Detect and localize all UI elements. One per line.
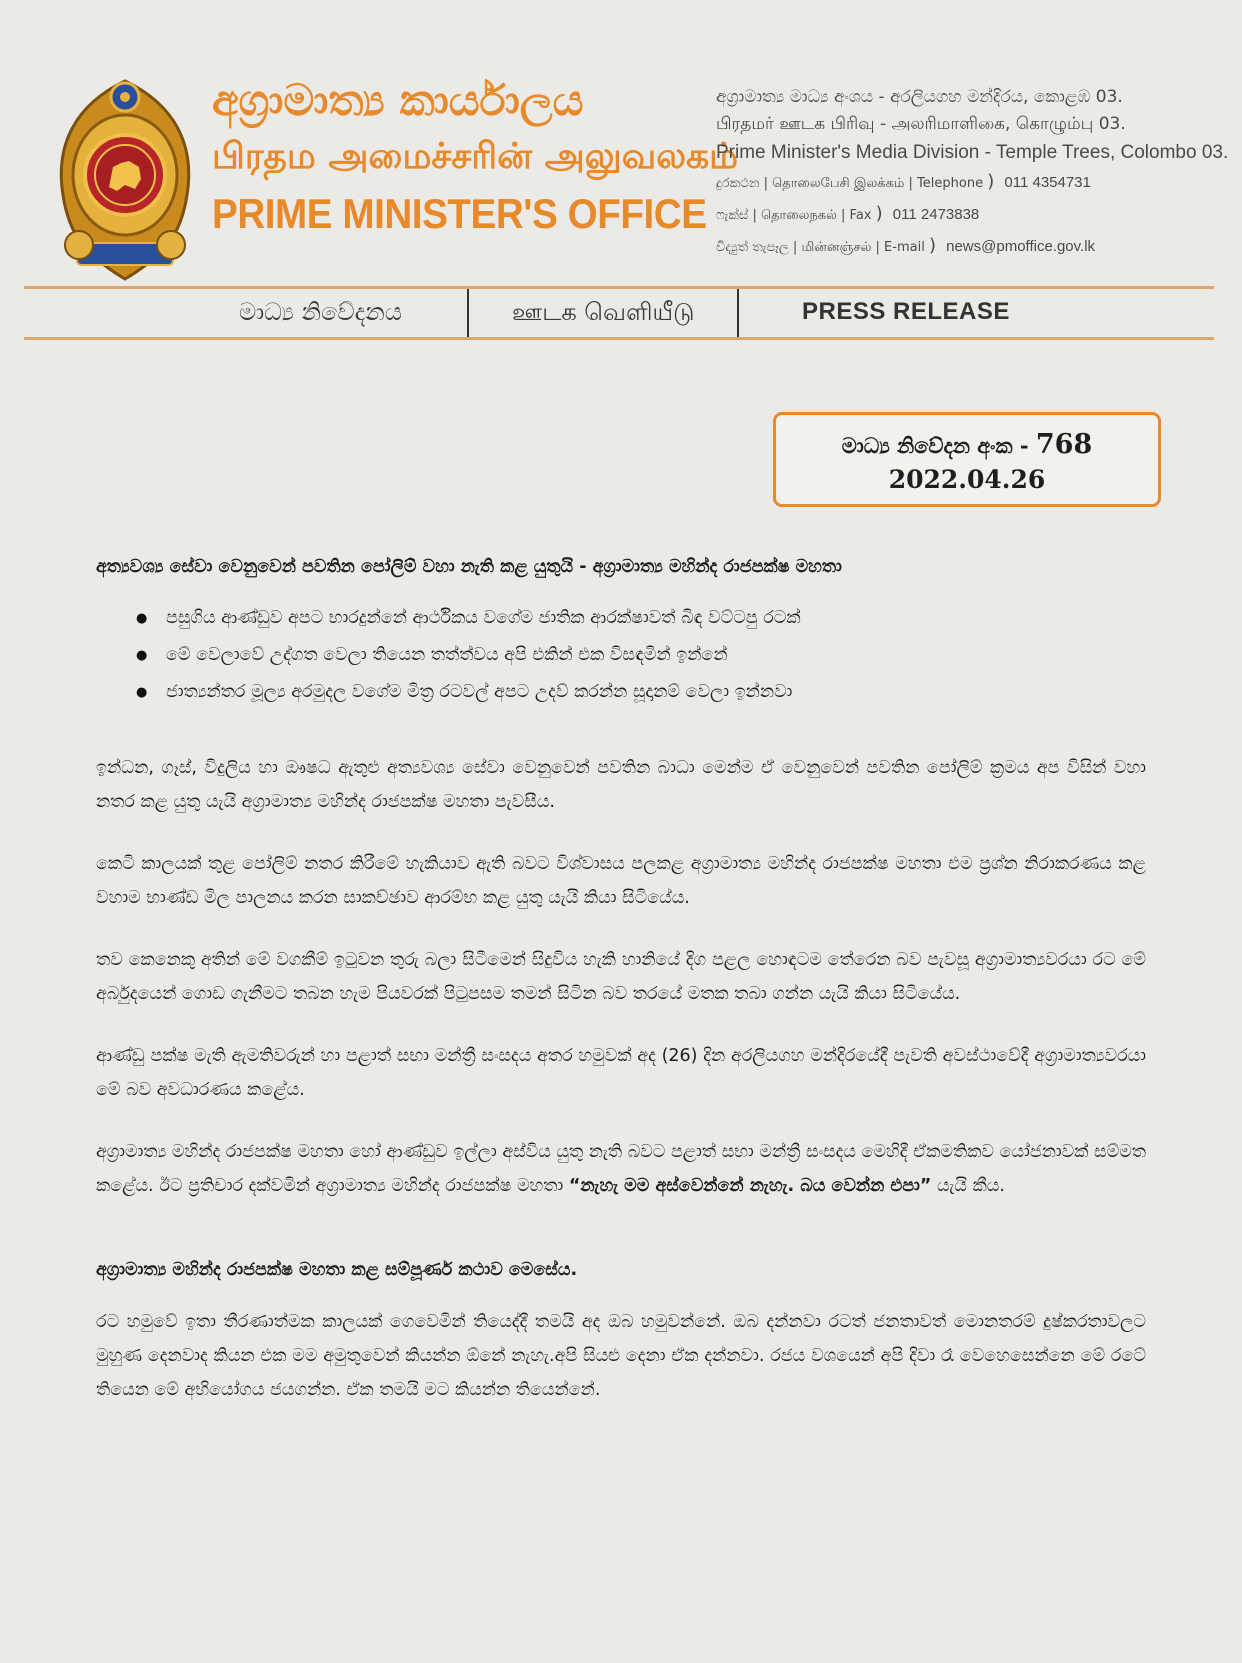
sri-lanka-emblem-icon [55,75,195,285]
press-release-band [24,286,1214,340]
release-number-box [773,412,1161,507]
letterhead [0,0,1242,290]
office-name-tamil: பிரதம அமைச்சரின் அலுவலகம் [212,136,739,177]
email-label: විද්‍යුත් තැපෑල | மின்னஞ்சல் | E-mail [716,240,925,255]
telephone-row: දුරකථන | தொலைபேசி இலக்கம் | Telephone ) 011 4354731 [716,171,1091,192]
paragraph: කෙටි කාලයක් තුළ පෝලිම් නතර කිරීමේ හැකියාව ඇති බවට විශ්වාසය පලකළ අග්‍රාමාත්‍ය මහින්ද රාජපක්ෂ මහතා එම ප්‍රශ්න නිරාකරණය කළ වහාම භාණ්ඩ මිල පාලනය කරන සාකච්ඡාව ආරම්භ කළ යුතු යැයි කියා සිටියේය. [96,854,1146,908]
address-tamil: பிரதமர் ஊடக பிரிவு - அலரிமாளிகை, கொழும்பு 03. [716,114,1126,134]
list-item: ● මේ වෙලාවේ උද්ගත වෙලා තියෙන තත්ත්වය අපි එකින් එක විසඳමින් ඉන්නේ [136,637,1146,674]
paragraph: ඉන්ධන, ගෑස්, විදුලිය හා ඖෂධ ඇතුළු අත්‍යවශ්‍ය සේවා වෙනුවෙන් පවතින බාධා මෙන්ම ඒ වෙනුවෙන් පවතින පෝලිම් ක්‍රමය අප විසින් වහා නතර කළ යුතු යැයි අග්‍රාමාත්‍ය මහින්ද රාජපක්ෂ මහතා පැවසීය. [96,758,1146,812]
highlights-list [136,600,1146,711]
office-names [212,72,739,244]
quote: “නැහැ මම අස්වෙන්නේ නැහැ. බය වෙන්න එපා” [568,1176,932,1196]
list-item: ● පසුගිය ආණ්ඩුව අපට භාරදුන්නේ ආර්ථිකය වගේම ජාතික ආරක්ෂාවත් බිඳ වට්ටපු රටක් [136,600,1146,637]
press-release-body [96,548,1146,1407]
release-number-line [776,429,1158,462]
address-english: Prime Minister's Media Division - Temple Trees, Colombo 03. [716,142,1229,163]
contact-block [716,84,1229,263]
band-label-sinhala: මාධ්‍ය නිවේදනය [239,298,402,326]
release-date: 2022.04.26 [888,465,1046,494]
band-label-english: PRESS RELEASE [802,298,1010,325]
headline: අත්‍යවශ්‍ය සේවා වෙනුවෙන් පවතින පෝලිම් වහා නැති කළ යුතුයි - අග්‍රාමාත්‍ය මහින්ද රාජපක්ෂ මහතා [96,557,842,577]
release-number-label: මාධ්‍ය නිවේදන අංක - [841,433,1029,458]
list-item: ● ජාත්‍යන්තර මූල්‍ය අරමුදල වගේම මිත්‍ර රටවල් අපට උදව් කරන්න සූදානම් වෙලා ඉන්නවා [136,674,1146,711]
email-row: විද්‍යුත් තැපෑල | மின்னஞ்சல் | E-mail ) news@pmoffice.gov.lk [716,235,1096,256]
office-name-sinhala: අග්‍රාමාත්‍ය කාර්යාලය [212,76,584,126]
band-label-tamil: ஊடக வெளியீடு [512,298,695,326]
paragraph: ආණ්ඩු පක්ෂ මැති ඇමතිවරුන් හා පළාත් සභා මන්ත්‍රී සංසදය අතර හමුවක් අද (26) දින අරලියගහ මන්දිරයේදී පැවති අවස්ථාවේදී අග්‍රාමාත්‍යවරයා මේ බව අවධාරණය කළේය. [96,1046,1146,1100]
paragraph-tail: යැයි කීය. [936,1176,1005,1196]
office-name-english: PRIME MINISTER'S OFFICE [212,190,707,237]
fax-label: ෆැක්ස් | தொலைநகல் | Fax [716,208,872,223]
band-divider [467,289,469,337]
telephone-label: දුරකථන | தொலைபேசி இலக்கம் | Telephone [716,176,984,191]
release-number: 768 [1035,429,1093,460]
fax-value: 011 2473838 [892,206,980,223]
speech-heading: අග්‍රාමාත්‍ය මහින්ද රාජපක්ෂ මහතා කළ සම්පූර්ණ කථාව මෙසේය. [96,1260,578,1280]
paragraph [96,1135,1146,1203]
address-sinhala: අග්‍රාමාත්‍ය මාධ්‍ය අංශය - අරලියගහ මන්දිරය, කොළඹ 03. [716,87,1123,107]
band-divider [737,289,739,337]
fax-row: ෆැක්ස් | தொலைநகல் | Fax ) 011 2473838 [716,203,980,224]
speech-paragraph: රට හමුවේ ඉතා තීරණාත්මක කාලයක් ගෙවෙමින් තියෙද්දී තමයි අද ඔබ හමුවන්නේ. ඔබ දන්නවා රටත් ජනතාවත් මොනතරම් දුෂ්කරතාවලට මුහුණ දෙනවාද කියන එක මම අමුතුවෙන් කියන්න ඕනේ නැහැ.අපි සියළු දෙනා ඒක දන්නවා. රජය වශයෙන් අපි දිවා රෑ වෙහෙසෙන්නෙ මේ රටේ තියෙන මේ අභියෝගය ජයගන්න. ඒක තමයි මට කියන්න තියෙන්නේ. [96,1312,1146,1400]
paragraph: තව කෙනෙකු අතින් මේ වගකීම් ඉටුවන තුරු බලා සිටීමෙන් සිදුවිය හැකි හානියේ දිග පළල හොඳටම තේරෙන බව පැවසූ අග්‍රාමාත්‍යවරයා රට මේ අර්බුදයෙන් ගොඩ ගැනීමට තබන හැම පියවරක් පිටුපසම තමන් සිටින බව තරයේ මතක තබා ගන්න යැයි කියා සිටියේය. [96,950,1146,1004]
telephone-value: 011 4354731 [1004,174,1091,191]
paragraph-text: අග්‍රාමාත්‍ය මහින්ද රාජපක්ෂ මහතා හෝ ආණ්ඩුව ඉල්ලා අස්විය යුතු නැති බවට පළාත් සභා මන්ත්‍රී සංසදය මෙහිදී ඒකමතිකව යෝජනාවක් සම්මත කළේය. ඊට ප්‍රතිචාර දක්වමින් අග්‍රාමාත්‍ය මහින්ද රාජපක්ෂ මහතා [96,1142,1146,1196]
email-link[interactable]: news@pmoffice.gov.lk [946,238,1096,255]
